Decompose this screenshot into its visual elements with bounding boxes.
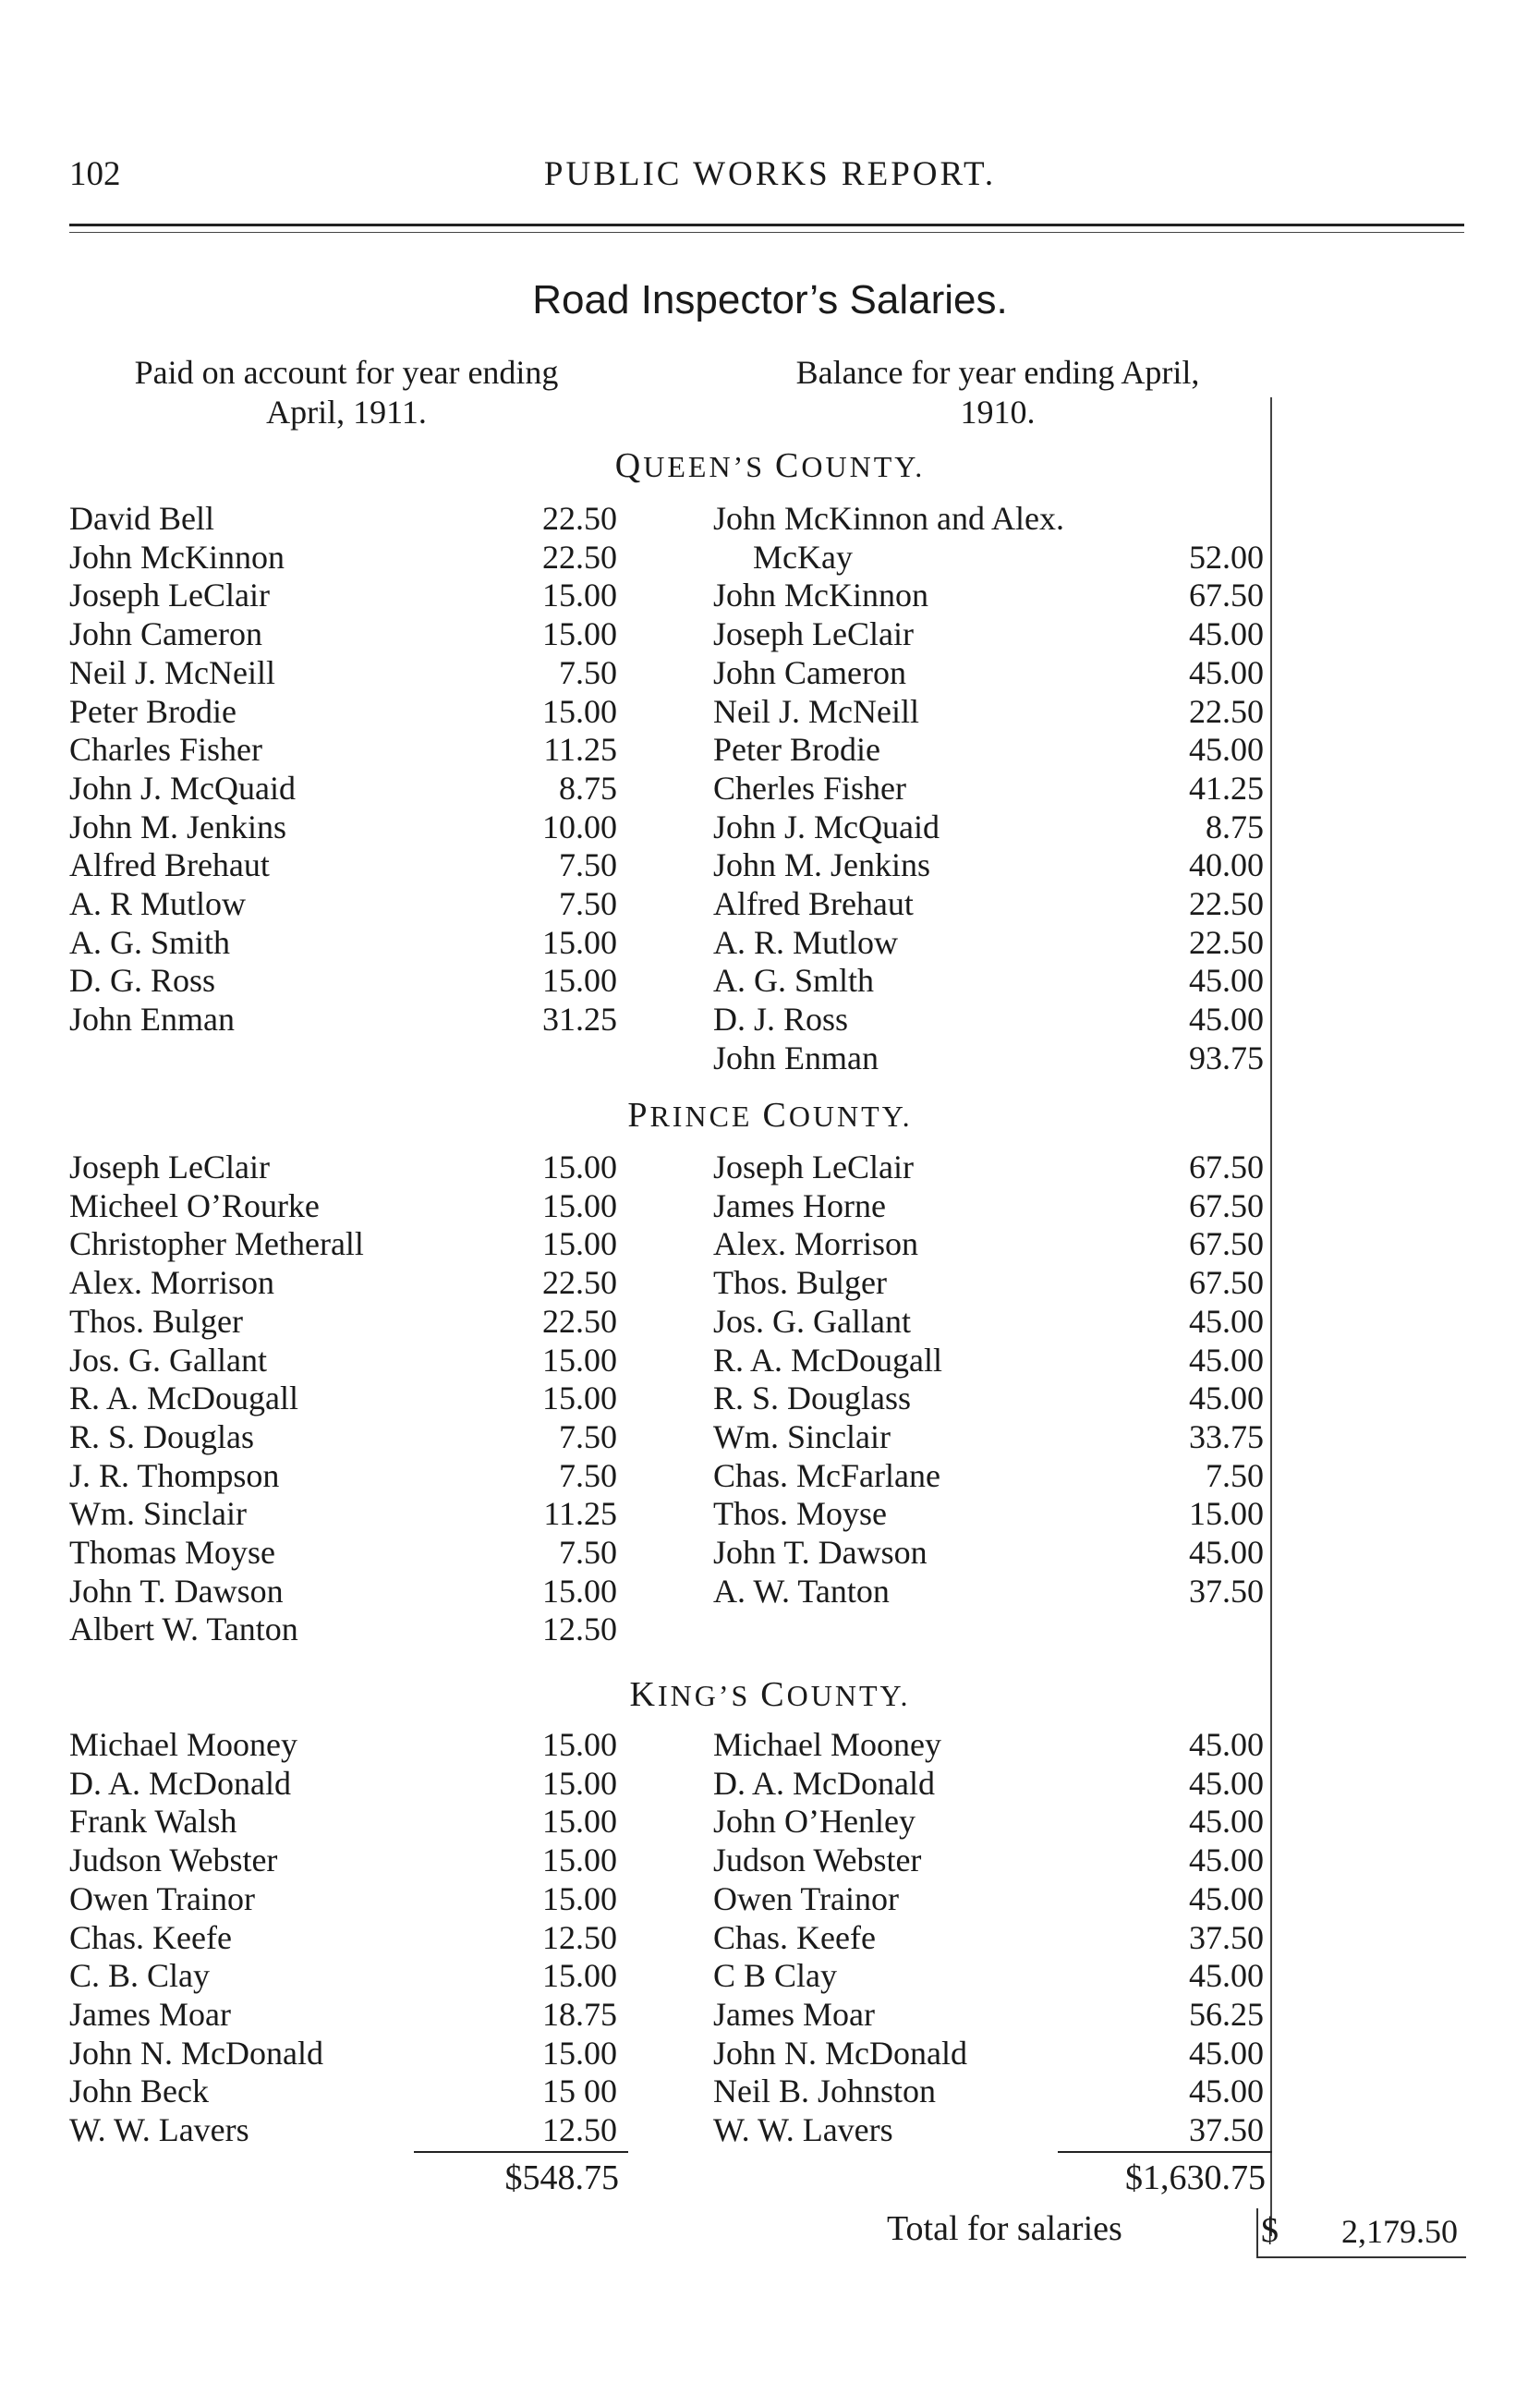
salary-amount: 45.00 bbox=[1189, 653, 1264, 691]
right-column-heading bbox=[711, 353, 1284, 432]
right-table-row bbox=[0, 1572, 1540, 1611]
salary-amount: 37.50 bbox=[1189, 1572, 1264, 1610]
right-table-row bbox=[0, 1417, 1540, 1456]
inspector-name: A. G. Smlth bbox=[713, 962, 875, 1000]
salary-amount: 45.00 bbox=[1189, 1957, 1264, 1995]
salary-amount: 8.75 bbox=[559, 769, 617, 807]
section-heading-part: OUNTY. bbox=[786, 1679, 911, 1712]
section-heading-part: OUNTY. bbox=[788, 1100, 913, 1133]
salary-amount: 12.50 bbox=[542, 1611, 617, 1648]
inspector-name: Thos. Moyse bbox=[713, 1495, 887, 1533]
inspector-name: Neil J. McNeill bbox=[713, 692, 919, 730]
right-table-row bbox=[0, 1494, 1540, 1533]
salary-amount: 22.50 bbox=[542, 1302, 617, 1340]
right-table-row bbox=[0, 769, 1540, 808]
section-heading bbox=[0, 445, 1540, 486]
inspector-name: John Beck bbox=[69, 2073, 209, 2110]
right-table-row bbox=[0, 1186, 1540, 1225]
salary-amount: 40.00 bbox=[1189, 846, 1264, 884]
inspector-name: Thos. Bulger bbox=[69, 1302, 243, 1340]
salary-amount: 22.50 bbox=[542, 500, 617, 537]
section-heading-part: P bbox=[627, 1096, 650, 1135]
salary-amount: 33.75 bbox=[1189, 1417, 1264, 1455]
salary-amount: 45.00 bbox=[1189, 615, 1264, 653]
salary-amount: 15.00 bbox=[542, 1572, 617, 1610]
inspector-name: Thomas Moyse bbox=[69, 1534, 275, 1571]
inspector-name: Wm. Sinclair bbox=[69, 1495, 247, 1533]
inspector-name: D. A. McDonald bbox=[713, 1764, 935, 1802]
page-number: 102 bbox=[69, 155, 121, 193]
inspector-name: Joseph LeClair bbox=[69, 1149, 270, 1185]
salary-amount: 67.50 bbox=[1189, 1264, 1264, 1302]
salary-amount: 15.00 bbox=[542, 1726, 617, 1763]
running-title: PUBLIC WORKS REPORT. bbox=[543, 155, 997, 193]
section-heading-part: C bbox=[775, 446, 802, 485]
right-table-row bbox=[0, 2110, 1540, 2149]
salary-amount: 15.00 bbox=[1189, 1495, 1264, 1533]
salary-amount: 7.50 bbox=[559, 1456, 617, 1494]
inspector-name: McKay bbox=[753, 538, 853, 576]
right-table-row bbox=[0, 1918, 1540, 1957]
inspector-name: A. G. Smith bbox=[69, 923, 231, 961]
right-table-row bbox=[0, 1224, 1540, 1263]
inspector-name: John Enman bbox=[713, 1039, 879, 1076]
right-table-row bbox=[0, 1000, 1540, 1039]
salary-amount: 7.50 bbox=[559, 1534, 617, 1571]
inspector-name: John O’Henley bbox=[713, 1803, 916, 1841]
inspector-name: Chas. McFarlane bbox=[713, 1456, 940, 1494]
inspector-name: Micheel O’Rourke bbox=[69, 1186, 320, 1224]
left-table-row bbox=[0, 1610, 1540, 1648]
inspector-name: Jos. G. Gallant bbox=[69, 1341, 267, 1379]
inspector-name: D. J. Ross bbox=[713, 1001, 849, 1039]
section-heading-part: OUNTY. bbox=[801, 450, 926, 483]
salary-amount: 18.75 bbox=[542, 1995, 617, 2033]
right-table-row bbox=[0, 730, 1540, 769]
inspector-name: David Bell bbox=[69, 500, 214, 537]
inspector-name: Michael Mooney bbox=[713, 1726, 941, 1763]
salary-amount: 56.25 bbox=[1189, 1995, 1264, 2033]
salary-amount: 15.00 bbox=[542, 615, 617, 653]
right-table-row bbox=[0, 1533, 1540, 1572]
salary-amount: 45.00 bbox=[1189, 1726, 1264, 1763]
right-table-row bbox=[0, 961, 1540, 1000]
salary-amount: 15.00 bbox=[542, 1879, 617, 1917]
inspector-name: D. A. McDonald bbox=[69, 1764, 291, 1802]
salary-amount: 15.00 bbox=[542, 692, 617, 730]
inspector-name: A. W. Tanton bbox=[713, 1572, 890, 1610]
section-heading-part: K bbox=[629, 1675, 658, 1714]
salary-amount: 15.00 bbox=[542, 2034, 617, 2072]
salary-amount: 7.50 bbox=[1206, 1456, 1264, 1494]
salary-amount: 22.50 bbox=[542, 1264, 617, 1302]
grand-total-value: 2,179.50 bbox=[1341, 2213, 1458, 2250]
inspector-name: Cherles Fisher bbox=[713, 769, 906, 807]
salary-amount: 15.00 bbox=[542, 923, 617, 961]
salary-amount: 22.50 bbox=[542, 538, 617, 576]
right-table-row bbox=[0, 1379, 1540, 1417]
salary-amount: 15.00 bbox=[542, 1341, 617, 1379]
salary-amount: 22.50 bbox=[1189, 692, 1264, 730]
left-column-heading-line2: April, 1911. bbox=[266, 394, 427, 431]
inspector-name: A. R. Mutlow bbox=[713, 923, 899, 961]
salary-amount: 45.00 bbox=[1189, 731, 1264, 769]
right-sum: $1,630.75 bbox=[1125, 2158, 1266, 2197]
right-table-row bbox=[0, 2034, 1540, 2073]
right-table-row bbox=[0, 692, 1540, 731]
salary-amount: 45.00 bbox=[1189, 1380, 1264, 1417]
right-table-row bbox=[0, 614, 1540, 653]
salary-amount: 11.25 bbox=[543, 731, 617, 769]
inspector-name: John J. McQuaid bbox=[69, 769, 296, 807]
right-table-row bbox=[0, 1725, 1540, 1764]
inspector-name: J. R. Thompson bbox=[69, 1456, 280, 1494]
inspector-name: Joseph LeClair bbox=[69, 577, 270, 614]
inspector-name: Christopher Metherall bbox=[69, 1225, 364, 1263]
inspector-name: Albert W. Tanton bbox=[69, 1611, 298, 1648]
salary-amount: 45.00 bbox=[1189, 2034, 1264, 2072]
inspector-name: Alex. Morrison bbox=[69, 1264, 274, 1302]
grand-total-currency: $ bbox=[1261, 2211, 1279, 2250]
salary-amount: 52.00 bbox=[1189, 538, 1264, 576]
section-heading-part: Q bbox=[614, 446, 644, 485]
inspector-name: John T. Dawson bbox=[69, 1572, 284, 1610]
inspector-name: John Enman bbox=[69, 1001, 235, 1039]
salary-amount: 12.50 bbox=[542, 1918, 617, 1956]
salary-amount: 67.50 bbox=[1189, 1186, 1264, 1224]
inspector-name: Alfred Brehaut bbox=[69, 846, 270, 884]
salary-amount: 7.50 bbox=[559, 653, 617, 691]
inspector-name: Judson Webster bbox=[713, 1842, 922, 1879]
document-title: Road Inspector’s Salaries. bbox=[532, 277, 1008, 322]
inspector-name: R. A. McDougall bbox=[713, 1341, 942, 1379]
right-table-row bbox=[0, 845, 1540, 884]
right-column-heading-line1: Balance for year ending April, bbox=[795, 354, 1200, 391]
section-heading bbox=[0, 1095, 1540, 1136]
section-heading-part: UEEN’S bbox=[643, 450, 765, 483]
inspector-name: Chas. Keefe bbox=[713, 1918, 876, 1956]
salary-amount: 45.00 bbox=[1189, 1534, 1264, 1571]
salary-amount: 15.00 bbox=[542, 1225, 617, 1263]
inspector-name: Wm. Sinclair bbox=[713, 1417, 891, 1455]
inspector-name: Thos. Bulger bbox=[713, 1264, 887, 1302]
salary-amount: 22.50 bbox=[1189, 923, 1264, 961]
salary-amount: 15.00 bbox=[542, 1149, 617, 1185]
right-table-row bbox=[0, 1956, 1540, 1995]
inspector-name: R. A. McDougall bbox=[69, 1380, 298, 1417]
salary-amount: 15.00 bbox=[542, 1803, 617, 1841]
inspector-name: W. W. Lavers bbox=[713, 2111, 893, 2148]
salary-amount: 15.00 bbox=[542, 1957, 617, 1995]
right-table-row bbox=[0, 653, 1540, 692]
salary-amount: 7.50 bbox=[559, 885, 617, 922]
right-table-row bbox=[0, 923, 1540, 962]
salary-amount: 45.00 bbox=[1189, 962, 1264, 1000]
inspector-name: John Cameron bbox=[69, 615, 262, 653]
inspector-name: Owen Trainor bbox=[713, 1879, 900, 1917]
salary-amount: 15.00 bbox=[542, 1186, 617, 1224]
salary-amount: 45.00 bbox=[1189, 1879, 1264, 1917]
right-table-row bbox=[0, 808, 1540, 846]
inspector-name: John McKinnon and Alex. bbox=[713, 500, 1064, 537]
right-table-row bbox=[0, 1263, 1540, 1302]
right-table-row bbox=[0, 1341, 1540, 1380]
left-sum: $548.75 bbox=[504, 2158, 619, 2197]
inspector-name: Alfred Brehaut bbox=[713, 885, 914, 922]
salary-amount: 41.25 bbox=[1189, 769, 1264, 807]
right-table-row bbox=[0, 1039, 1540, 1077]
salary-amount: 10.00 bbox=[542, 808, 617, 845]
salary-amount: 15.00 bbox=[542, 1380, 617, 1417]
header-rule-thick bbox=[69, 224, 1464, 226]
right-column-heading-line2: 1910. bbox=[960, 394, 1036, 431]
right-table-row bbox=[0, 2072, 1540, 2110]
right-table-row bbox=[0, 1456, 1540, 1495]
salary-amount: 45.00 bbox=[1189, 1842, 1264, 1879]
salary-amount: 12.50 bbox=[542, 2111, 617, 2148]
grand-total-label: Total for salaries bbox=[887, 2209, 1122, 2248]
salary-amount: 45.00 bbox=[1189, 1764, 1264, 1802]
salary-amount: 93.75 bbox=[1189, 1039, 1264, 1076]
inspector-name: Peter Brodie bbox=[713, 731, 880, 769]
inspector-name: D. G. Ross bbox=[69, 962, 216, 1000]
salary-amount: 7.50 bbox=[559, 846, 617, 884]
right-table-row bbox=[0, 1995, 1540, 2034]
salary-amount: 45.00 bbox=[1189, 1302, 1264, 1340]
salary-amount: 37.50 bbox=[1189, 1918, 1264, 1956]
salary-amount: 45.00 bbox=[1189, 1803, 1264, 1841]
inspector-name: Neil J. McNeill bbox=[69, 653, 275, 691]
section-heading-part: C bbox=[760, 1675, 787, 1714]
inspector-name: C B Clay bbox=[713, 1957, 838, 1995]
inspector-name: Jos. G. Gallant bbox=[713, 1302, 911, 1340]
right-table-row bbox=[0, 884, 1540, 923]
inspector-name: Joseph LeClair bbox=[713, 1149, 914, 1185]
salary-amount: 31.25 bbox=[542, 1001, 617, 1039]
inspector-name: John M. Jenkins bbox=[713, 846, 931, 884]
right-table-row bbox=[0, 1302, 1540, 1341]
inspector-name: John J. McQuaid bbox=[713, 808, 940, 845]
inspector-name: John Cameron bbox=[713, 653, 906, 691]
salary-amount: 15 00 bbox=[542, 2073, 617, 2110]
inspector-name: Alex. Morrison bbox=[713, 1225, 918, 1263]
left-column-heading bbox=[69, 353, 624, 432]
salary-amount: 67.50 bbox=[1189, 1149, 1264, 1185]
inspector-name: John T. Dawson bbox=[713, 1534, 928, 1571]
right-sum-rule bbox=[1058, 2151, 1272, 2153]
inspector-name: Michael Mooney bbox=[69, 1726, 297, 1763]
inspector-name: John N. McDonald bbox=[69, 2034, 323, 2072]
right-table-row bbox=[0, 1802, 1540, 1841]
section-heading-part: ING’S bbox=[657, 1679, 751, 1712]
inspector-name: John M. Jenkins bbox=[69, 808, 287, 845]
salary-amount: 67.50 bbox=[1189, 1225, 1264, 1263]
inspector-name: Charles Fisher bbox=[69, 731, 262, 769]
salary-amount: 37.50 bbox=[1189, 2111, 1264, 2148]
salary-amount: 11.25 bbox=[543, 1495, 617, 1533]
inspector-name: C. B. Clay bbox=[69, 1957, 211, 1995]
inspector-name: A. R Mutlow bbox=[69, 885, 247, 922]
inspector-name: Frank Walsh bbox=[69, 1803, 237, 1841]
right-table-row bbox=[0, 1879, 1540, 1918]
salary-amount: 45.00 bbox=[1189, 1001, 1264, 1039]
inspector-name: James Horne bbox=[713, 1186, 886, 1224]
inspector-name: John N. McDonald bbox=[713, 2034, 967, 2072]
header-rule-thin bbox=[69, 232, 1464, 233]
right-table-row bbox=[0, 1841, 1540, 1879]
inspector-name: Joseph LeClair bbox=[713, 615, 914, 653]
inspector-name: R. S. Douglas bbox=[69, 1417, 255, 1455]
right-table-row bbox=[0, 499, 1540, 538]
inspector-name: Owen Trainor bbox=[69, 1879, 256, 1917]
salary-amount: 45.00 bbox=[1189, 2073, 1264, 2110]
salary-amount: 7.50 bbox=[559, 1417, 617, 1455]
right-table-row bbox=[0, 1764, 1540, 1803]
salary-amount: 15.00 bbox=[542, 577, 617, 614]
section-heading-part: C bbox=[762, 1096, 789, 1135]
inspector-name: James Moar bbox=[713, 1995, 875, 2033]
salary-amount: 45.00 bbox=[1189, 1341, 1264, 1379]
section-heading bbox=[0, 1674, 1540, 1715]
right-table-row bbox=[0, 1148, 1540, 1186]
inspector-name: James Moar bbox=[69, 1995, 231, 2033]
salary-amount: 8.75 bbox=[1206, 808, 1264, 845]
inspector-name: W. W. Lavers bbox=[69, 2111, 249, 2148]
inspector-name: Neil B. Johnston bbox=[713, 2073, 937, 2110]
salary-amount: 15.00 bbox=[542, 1842, 617, 1879]
salary-amount: 67.50 bbox=[1189, 577, 1264, 614]
section-heading-part: RINCE bbox=[649, 1100, 753, 1133]
inspector-name: R. S. Douglass bbox=[713, 1380, 912, 1417]
inspector-name: Judson Webster bbox=[69, 1842, 278, 1879]
inspector-name: Chas. Keefe bbox=[69, 1918, 232, 1956]
inspector-name: Peter Brodie bbox=[69, 692, 236, 730]
salary-amount: 15.00 bbox=[542, 1764, 617, 1802]
inspector-name: John McKinnon bbox=[713, 577, 928, 614]
left-sum-rule bbox=[414, 2151, 628, 2153]
right-table-row bbox=[0, 576, 1540, 614]
inspector-name: John McKinnon bbox=[69, 538, 285, 576]
salary-amount: 15.00 bbox=[542, 962, 617, 1000]
right-table-row bbox=[0, 538, 1540, 577]
left-column-heading-line1: Paid on account for year ending bbox=[134, 354, 559, 391]
salary-amount: 22.50 bbox=[1189, 885, 1264, 922]
